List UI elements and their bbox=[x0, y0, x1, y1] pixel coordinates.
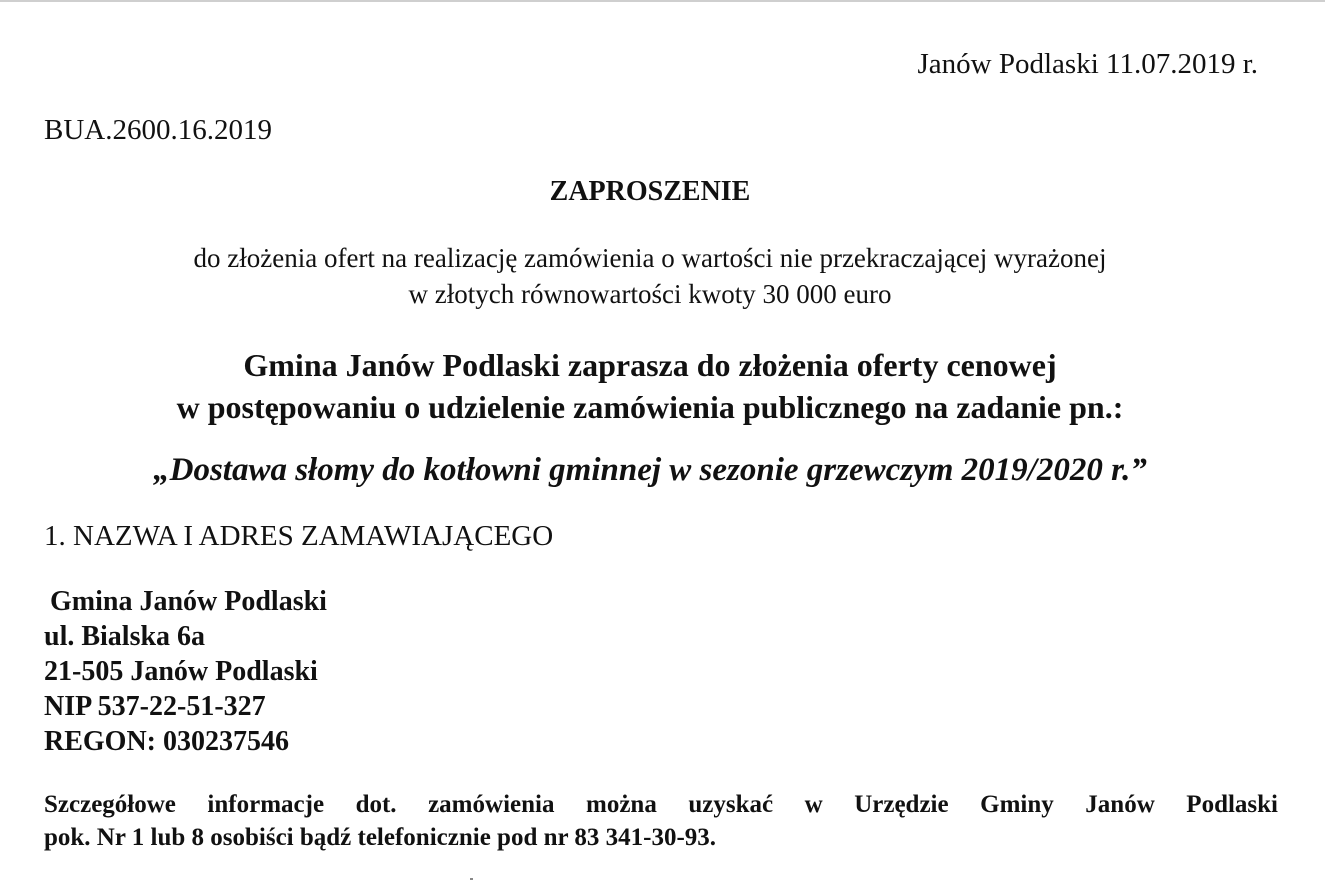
address-line-city: 21-505 Janów Podlaski bbox=[44, 656, 318, 687]
invitation-line-2: w postępowaniu o udzielenie zamówienia publicznego na zadanie pn.: bbox=[176, 389, 1124, 425]
address-line-nip: NIP 537-22-51-327 bbox=[44, 691, 266, 722]
contact-line-1: Szczegółowe informacje dot. zamówienia można uzyskać w Urzędzie Gminy Janów Podlaski bbox=[44, 791, 1278, 818]
subtitle-line-1: do złożenia ofert na realizację zamówienia o wartości nie przekraczającej wyrażonej bbox=[193, 243, 1107, 273]
contact-line-2: pok. Nr 1 lub 8 osobiści bądź telefonicznie pod nr 83 341-30-93. bbox=[44, 824, 717, 851]
section-heading-ordering-party: 1. NAZWA I ADRES ZAMAWIAJĄCEGO bbox=[44, 520, 554, 552]
address-line-street: ul. Bialska 6a bbox=[44, 621, 206, 652]
contact-information bbox=[44, 788, 1278, 854]
document-subtitle bbox=[0, 240, 1300, 312]
address-line-name: Gmina Janów Podlaski bbox=[50, 586, 327, 617]
reference-number: BUA.2600.16.2019 bbox=[44, 114, 272, 146]
task-name: „Dostawa słomy do kotłowni gminnej w sezonie grzewczym 2019/2020 r.” bbox=[153, 452, 1147, 488]
page-top-border bbox=[0, 0, 1325, 2]
ordering-party-address bbox=[44, 584, 327, 759]
document-title: ZAPROSZENIE bbox=[549, 176, 751, 207]
invitation-line-1: Gmina Janów Podlaski zaprasza do złożenia oferty cenowej bbox=[243, 347, 1057, 383]
document-date: Janów Podlaski 11.07.2019 r. bbox=[917, 48, 1258, 80]
invitation-statement bbox=[0, 344, 1300, 428]
scan-speck bbox=[470, 878, 473, 880]
address-line-regon: REGON: 030237546 bbox=[44, 726, 289, 757]
subtitle-line-2: w złotych równowartości kwoty 30 000 euro bbox=[408, 279, 892, 309]
